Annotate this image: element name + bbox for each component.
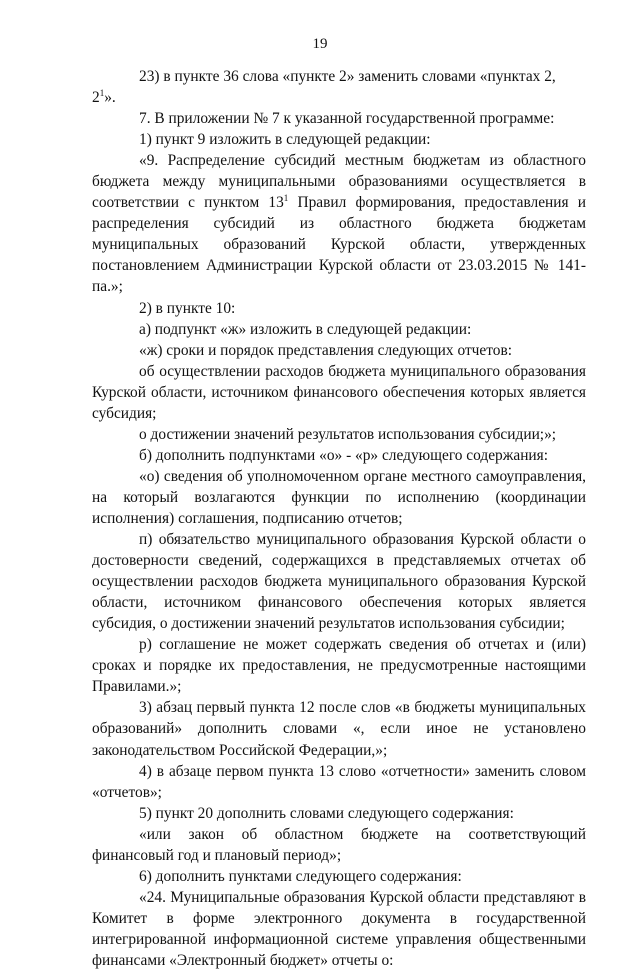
- paragraph-end: ».: [104, 89, 116, 107]
- paragraph-subitem-o: «о) сведения об уполномоченном органе местного самоуправления, на который возлагаются функции по исполнению (координации исполнения) соглашения, подписанию отчетов;: [92, 467, 586, 527]
- paragraph-item-1: 1) пункт 9 изложить в следующей редакции:: [139, 131, 431, 149]
- paragraph-subitem-r: р) соглашение не может содержать сведения об отчетах и (или) сроках и порядке их предоставления, не предусмотренные настоящими Правилами.»;: [92, 636, 586, 696]
- paragraph-subitem-p: п) обязательство муниципального образования Курской области о достоверности сведений, содержащихся в представляемых отчетах об осуществлении расходов бюджета муниципального образования Курской области, источником финансового обеспечения которых является субсидия, о достижении значений результатов использования субсидии;: [92, 531, 586, 633]
- paragraph-report-expenses: об осуществлении расходов бюджета муниципального образования Курской области, источником финансового обеспечения которых является субсидия;: [92, 362, 586, 422]
- paragraph-item-2: 2) в пункте 10:: [139, 299, 236, 317]
- superscript: 1: [283, 193, 289, 204]
- paragraph-report-results: о достижении значений результатов использования субсидии;»;: [139, 425, 557, 443]
- paragraph-item-5: 5) пункт 20 дополнить словами следующего содержания:: [139, 804, 514, 822]
- paragraph-item-23: [92, 66, 586, 108]
- paragraph-point-9: [92, 150, 586, 297]
- page-number: 19: [312, 36, 328, 52]
- paragraph-subitem-b: б) дополнить подпунктами «о» - «р» следующего содержания:: [139, 446, 549, 464]
- paragraph-subitem-zh: «ж) сроки и порядок представления следующих отчетов:: [139, 341, 513, 359]
- paragraph-text: «9. Распределение субсидий местным бюджетам из областного бюджета между муниципальными образованиями осуществляется в соответствии с пунктом 13: [92, 152, 586, 212]
- superscript: 1: [99, 88, 105, 99]
- paragraph-point-24: «24. Муниципальные образования Курской области представляют в Комитет в форме электронного документа в государственной интегрированной информационной системе управления общественными финансами «Электронный бюджет» отчеты о:: [92, 888, 586, 969]
- document-body: [92, 66, 586, 971]
- paragraph-item-4: 4) в абзаце первом пункта 13 слово «отчетности» заменить словом «отчетов»;: [92, 762, 586, 801]
- paragraph-subitem-a: а) подпункт «ж» изложить в следующей редакции:: [139, 320, 472, 338]
- paragraph-continuation: 2: [92, 89, 100, 107]
- paragraph-item-3: 3) абзац первый пункта 12 после слов «в бюджеты муниципальных образований» дополнить словами «, если иное не установлено законодательством Российской Федерации,»;: [92, 699, 586, 759]
- paragraph-text: 23) в пункте 36 слова «пункте 2» заменить словами «пунктах 2,: [139, 68, 556, 85]
- paragraph-item-6: 6) дополнить пунктами следующего содержания:: [139, 867, 462, 885]
- paragraph-quote-law: «или закон об областном бюджете на соответствующий финансовый год и плановый период»;: [92, 825, 586, 864]
- paragraph-section-7: 7. В приложении № 7 к указанной государственной программе:: [139, 110, 555, 128]
- paragraph-text: Правил формирования, предоставления и распределения субсидий из областного бюджета бюджетам муниципальных образований Курской области, утвержденных постановлением Администрации Курской области от 23.03.2015 № 141-па.»;: [92, 194, 586, 296]
